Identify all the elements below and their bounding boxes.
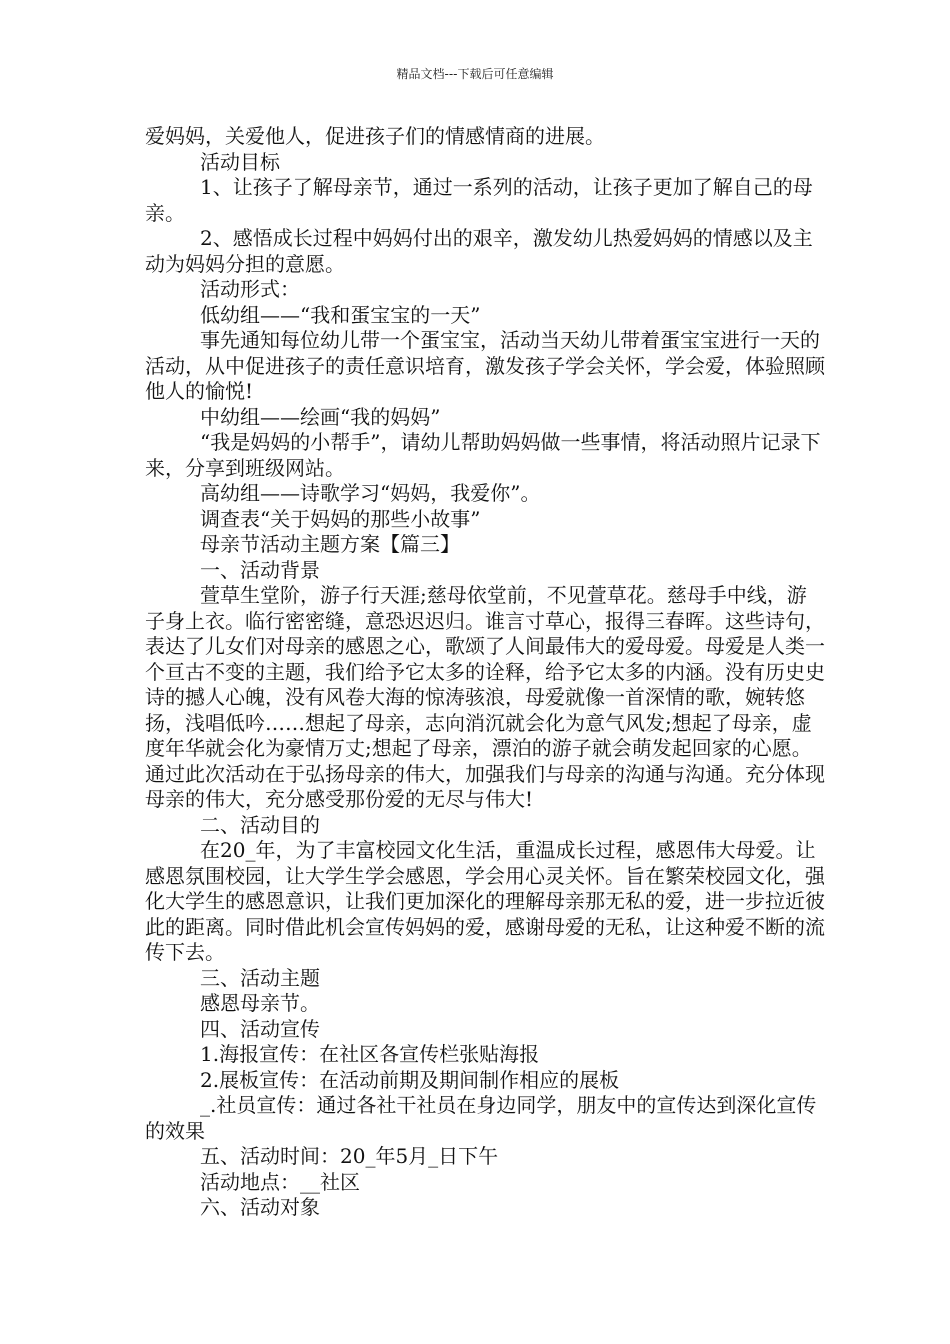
paragraph-location: 活动地点：__社区 [200,1169,360,1194]
section-heading-audience: 六、活动对象 [200,1195,320,1219]
section-heading-purpose: 二、活动目的 [200,812,320,837]
list-item: _.社员宣传：通过各社干社员在身边同学，朋友中的宣传达到深化宣传的效果 [145,1093,817,1143]
section-heading-activity-form: 活动形式： [200,277,300,301]
section-heading-activity-goals: 活动目标 [200,149,280,174]
page-header: 精品文档---下载后可任意编辑 [396,67,554,81]
paragraph: 高幼组——诗歌学习“妈妈，我爱你”。 [200,481,541,505]
section-heading-background: 一、活动背景 [200,557,320,582]
paragraph: 中幼组——绘画“我的妈妈” [200,404,441,429]
section-title-part-three: 母亲节活动主题方案【篇三】 [200,532,460,556]
paragraph: 调查表“关于妈妈的那些小故事” [200,506,481,531]
paragraph: 在20_年，为了丰富校园文化生活，重温成长过程，感恩伟大母爱。让感恩氛围校园，让大学生学会感恩，学会用心灵关怀。旨在繁荣校园文化，强化大学生的感恩意识，让我们更加深化的理解母亲那无私的爱，进一步拉近彼此的距离。同时借此机会宣传妈妈的爱，感谢母爱的无私，让这种爱不断的流传下去。 [145,838,825,964]
paragraph: 爱妈妈，关爱他人，促进孩子们的情感情商的进展。 [145,124,605,148]
list-item: 1.海报宣传：在社区各宣传栏张贴海报 [200,1042,540,1066]
paragraph: 1、让孩子了解母亲节，通过一系列的活动，让孩子更加了解自己的母亲。 [145,175,813,225]
section-heading-theme: 三、活动主题 [200,965,320,990]
paragraph: 低幼组——“我和蛋宝宝的一天” [200,302,481,327]
list-item: 2.展板宣传：在活动前期及期间制作相应的展板 [200,1067,620,1092]
paragraph: 2、感悟成长过程中妈妈付出的艰辛，激发幼儿热爱妈妈的情感以及主动为妈妈分担的意愿。 [145,226,813,276]
paragraph: 事先通知每位幼儿带一个蛋宝宝，活动当天幼儿带着蛋宝宝进行一天的活动，从中促进孩子的责任意识培育，激发孩子学会关怀，学会爱，体验照顾他人的愉悦! [145,328,825,403]
paragraph: 感恩母亲节。 [200,991,320,1015]
paragraph: 萱草生堂阶，游子行天涯;慈母依堂前，不见萱草花。慈母手中线，游子身上衣。临行密密缝，意恐迟迟归。谁言寸草心，报得三春晖。这些诗句，表达了儿女们对母亲的感恩之心，歌颂了人间最伟大的爱母爱。母爱是人类一个亘古不变的主题，我们给予它太多的诠释，给予它太多的内涵。没有历史史诗的撼人心魄，没有风卷大海的惊涛骇浪，母爱就像一首深情的歌，婉转悠扬，浅唱低吟……想起了母亲，志向消沉就会化为意气风发;想起了母亲，虚度年华就会化为豪情万丈;想起了母亲，漂泊的游子就会萌发起回家的心愿。通过此次活动在于弘扬母亲的伟大，加强我们与母亲的沟通与沟通。充分体现母亲的伟大，充分感受那份爱的无尽与伟大! [145,583,825,811]
section-heading-time: 五、活动时间：20_年5月_日下午 [200,1144,499,1168]
document-body [145,124,825,1221]
paragraph: “我是妈妈的小帮手”，请幼儿帮助妈妈做一些事情，将活动照片记录下来，分享到班级网站。 [145,430,821,480]
section-heading-publicity: 四、活动宣传 [200,1016,320,1041]
